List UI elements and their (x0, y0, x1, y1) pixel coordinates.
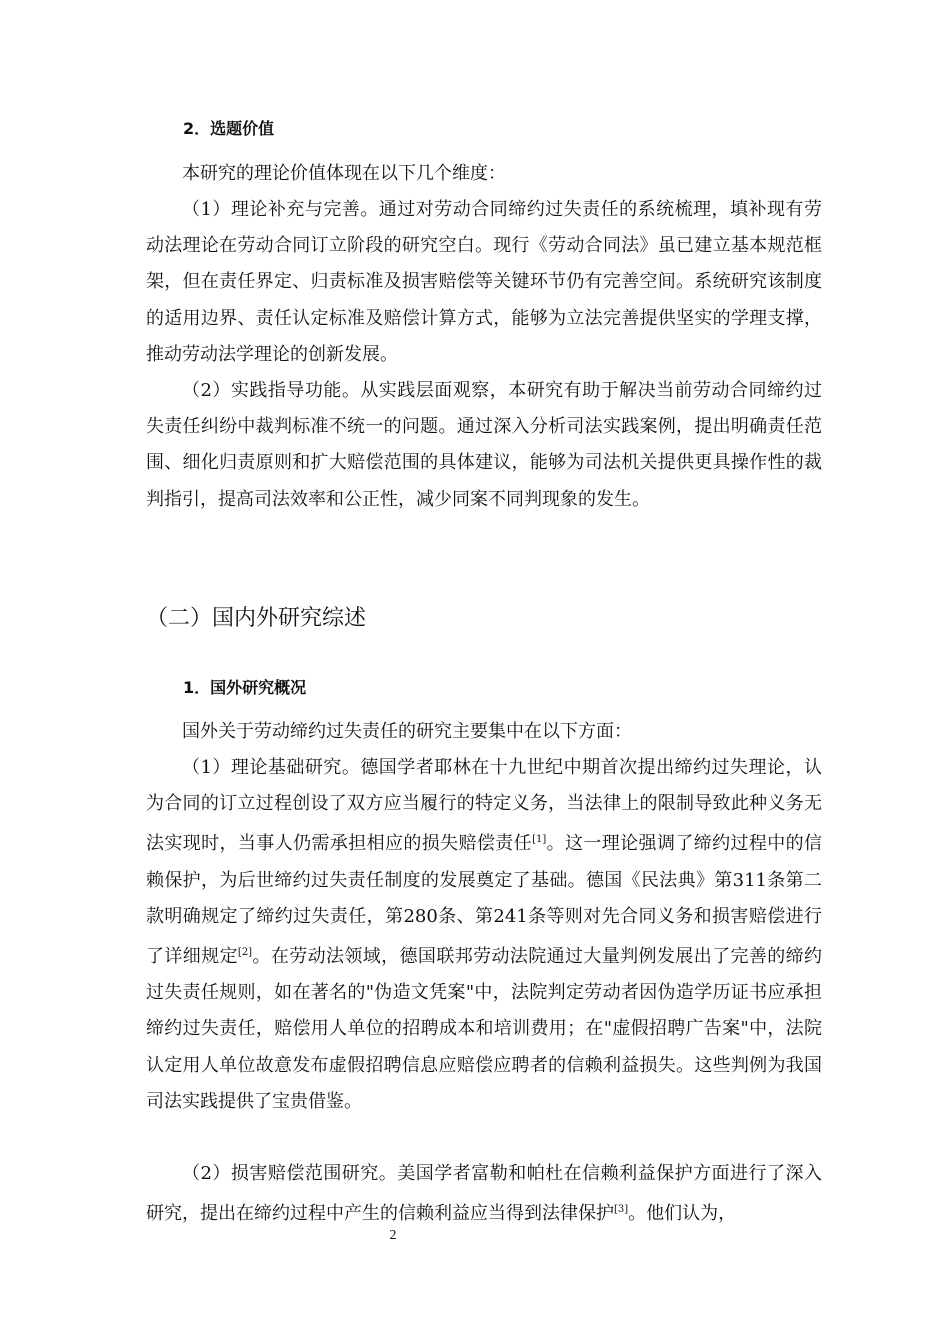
paragraph-theory-basis (146, 750, 822, 1120)
theory-basis-text-3: 。在劳动法领域，德国联邦劳动法院通过大量判例发展出了完善的缔约过失责任规则，如在著名的"伪造文凭案"中，法院判定劳动者因伪造学历证书应承担缔约过失责任，赔偿用人单位的招聘成本和培训费用；在"虚假招聘广告案"中，法院认定用人单位故意发布虚假招聘信息应赔偿应聘者的信赖利益损失。这些判例为我国司法实践提供了宝贵借鉴。 (146, 946, 822, 1112)
heading-research-review: （二）国内外研究综述 (146, 606, 367, 631)
heading-topic-value: 2．选题价值 (183, 119, 275, 138)
page-number: 2 (389, 1228, 397, 1243)
theory-basis-text-2: 。这一理论强调了缔约过程中的信赖保护，为后世缔约过失责任制度的发展奠定了基础。德国《民法典》第311条第二款明确规定了缔约过失责任，第280条、第241条等则对先合同义务和损害赔偿进行了详细规定 (146, 833, 823, 968)
citation-1: [1] (532, 834, 547, 846)
paragraph-practice-guidance: （2）实践指导功能。从实践层面观察，本研究有助于解决当前劳动合同缔约过失责任纠纷中裁判标准不统一的问题。通过深入分析司法实践案例，提出明确责任范围、细化归责原则和扩大赔偿范围的具体建议，能够为司法机关提供更具操作性的裁判指引，提高司法效率和公正性，减少同案不同判现象的发生。 (146, 380, 822, 510)
paragraph-theory-supplement: （1）理论补充与完善。通过对劳动合同缔约过失责任的系统梳理，填补现有劳动法理论在劳动合同订立阶段的研究空白。现行《劳动合同法》虽已建立基本规范框架，但在责任界定、归责标准及损害赔偿等关键环节仍有完善空间。系统研究该制度的适用边界、责任认定标准及赔偿计算方式，能够为立法完善提供坚实的学理支撑，推动劳动法学理论的创新发展。 (146, 199, 822, 365)
theory-basis-text-1: （1）理论基础研究。德国学者耶林在十九世纪中期首次提出缔约过失理论，认为合同的订立过程创设了双方应当履行的特定义务，当法律上的限制导致此种义务无法实现时，当事人仍需承担相应的损失赔偿责任 (146, 757, 822, 855)
heading-foreign-research: 1．国外研究概况 (183, 678, 307, 697)
paragraph-foreign-intro: 国外关于劳动缔约过失责任的研究主要集中在以下方面： (182, 721, 632, 742)
damages-scope-text-1: （2）损害赔偿范围研究。美国学者富勒和帕杜在信赖利益保护方面进行了深入研究，提出在缔约过程中产生的信赖利益应当得到法律保护 (146, 1163, 822, 1225)
citation-2: [2] (237, 947, 253, 959)
paragraph-damages-scope (146, 1156, 822, 1232)
citation-3: [3] (614, 1204, 629, 1216)
paragraph-value-intro: 本研究的理论价值体现在以下几个维度： (182, 163, 506, 184)
damages-scope-text-2: 。他们认为， (628, 1203, 737, 1225)
